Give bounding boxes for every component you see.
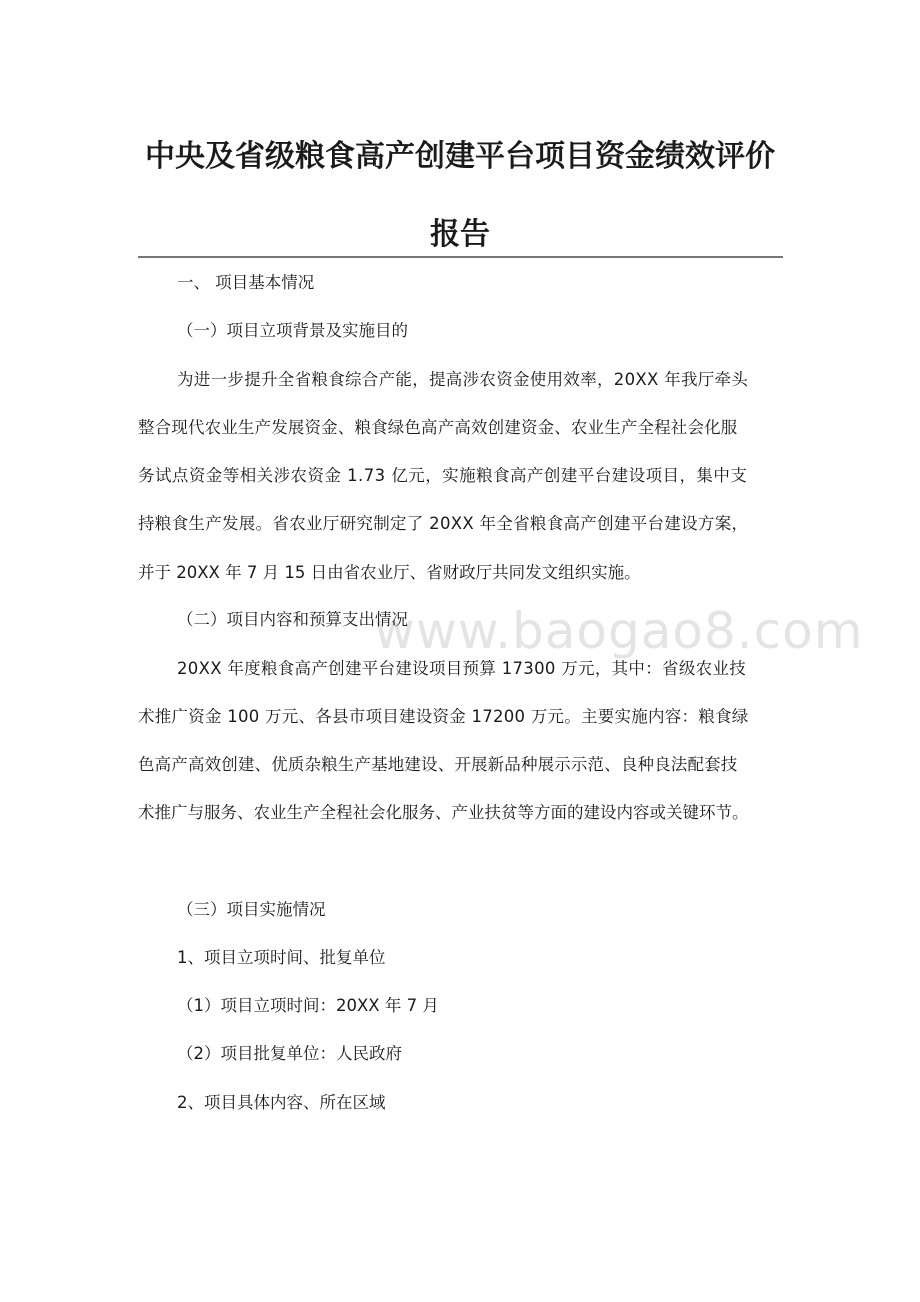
- title-line-1: 中央及省级粮食高产创建平台项目资金绩效评价: [145, 139, 775, 174]
- watermark: www.baogao8.com: [374, 602, 864, 660]
- paragraph-line: 术推广与服务、农业生产全程社会化服务、产业扶贫等方面的建设内容或关键环节。: [138, 803, 749, 822]
- list-item-heading: 1、项目立项时间、批复单位: [177, 948, 386, 967]
- paragraph-line: 并于 20XX 年 7 月 15 日由省农业厅、省财政厅共同发文组织实施。: [138, 563, 641, 582]
- list-item: （1）项目立项时间：20XX 年 7 月: [177, 996, 439, 1015]
- paragraph-line: 术推广资金 100 万元、各县市项目建设资金 17200 万元。主要实施内容：粮食绿: [138, 707, 749, 726]
- paragraph-line: 务试点资金等相关涉农资金 1.73 亿元，实施粮食高产创建平台建设项目，集中支: [138, 466, 748, 485]
- document-title: [138, 118, 782, 274]
- title-line-2: 报告: [430, 217, 490, 252]
- list-item: （2）项目批复单位：人民政府: [177, 1044, 402, 1063]
- section-heading-1: 一、 项目基本情况: [177, 273, 315, 292]
- paragraph-line: 色高产高效创建、优质杂粮生产基地建设、开展新品种展示示范、良种良法配套技: [138, 755, 738, 774]
- list-item-heading: 2、项目具体内容、所在区域: [177, 1093, 386, 1112]
- subsection-heading-1: （一）项目立项背景及实施目的: [177, 321, 408, 340]
- subsection-heading-2: （二）项目内容和预算支出情况: [177, 610, 408, 629]
- paragraph-line: 持粮食生产发展。省农业厅研究制定了 20XX 年全省粮食高产创建平台建设方案，: [138, 514, 749, 533]
- title-divider: [138, 256, 783, 258]
- paragraph-line: 20XX 年度粮食高产创建平台建设项目预算 17300 万元，其中：省级农业技: [177, 659, 747, 678]
- paragraph-line: 为进一步提升全省粮食综合产能，提高涉农资金使用效率，20XX 年我厅牵头: [177, 370, 749, 389]
- subsection-heading-3: （三）项目实施情况: [177, 900, 326, 919]
- paragraph-line: 整合现代农业生产发展资金、粮食绿色高产高效创建资金、农业生产全程社会化服: [138, 418, 738, 437]
